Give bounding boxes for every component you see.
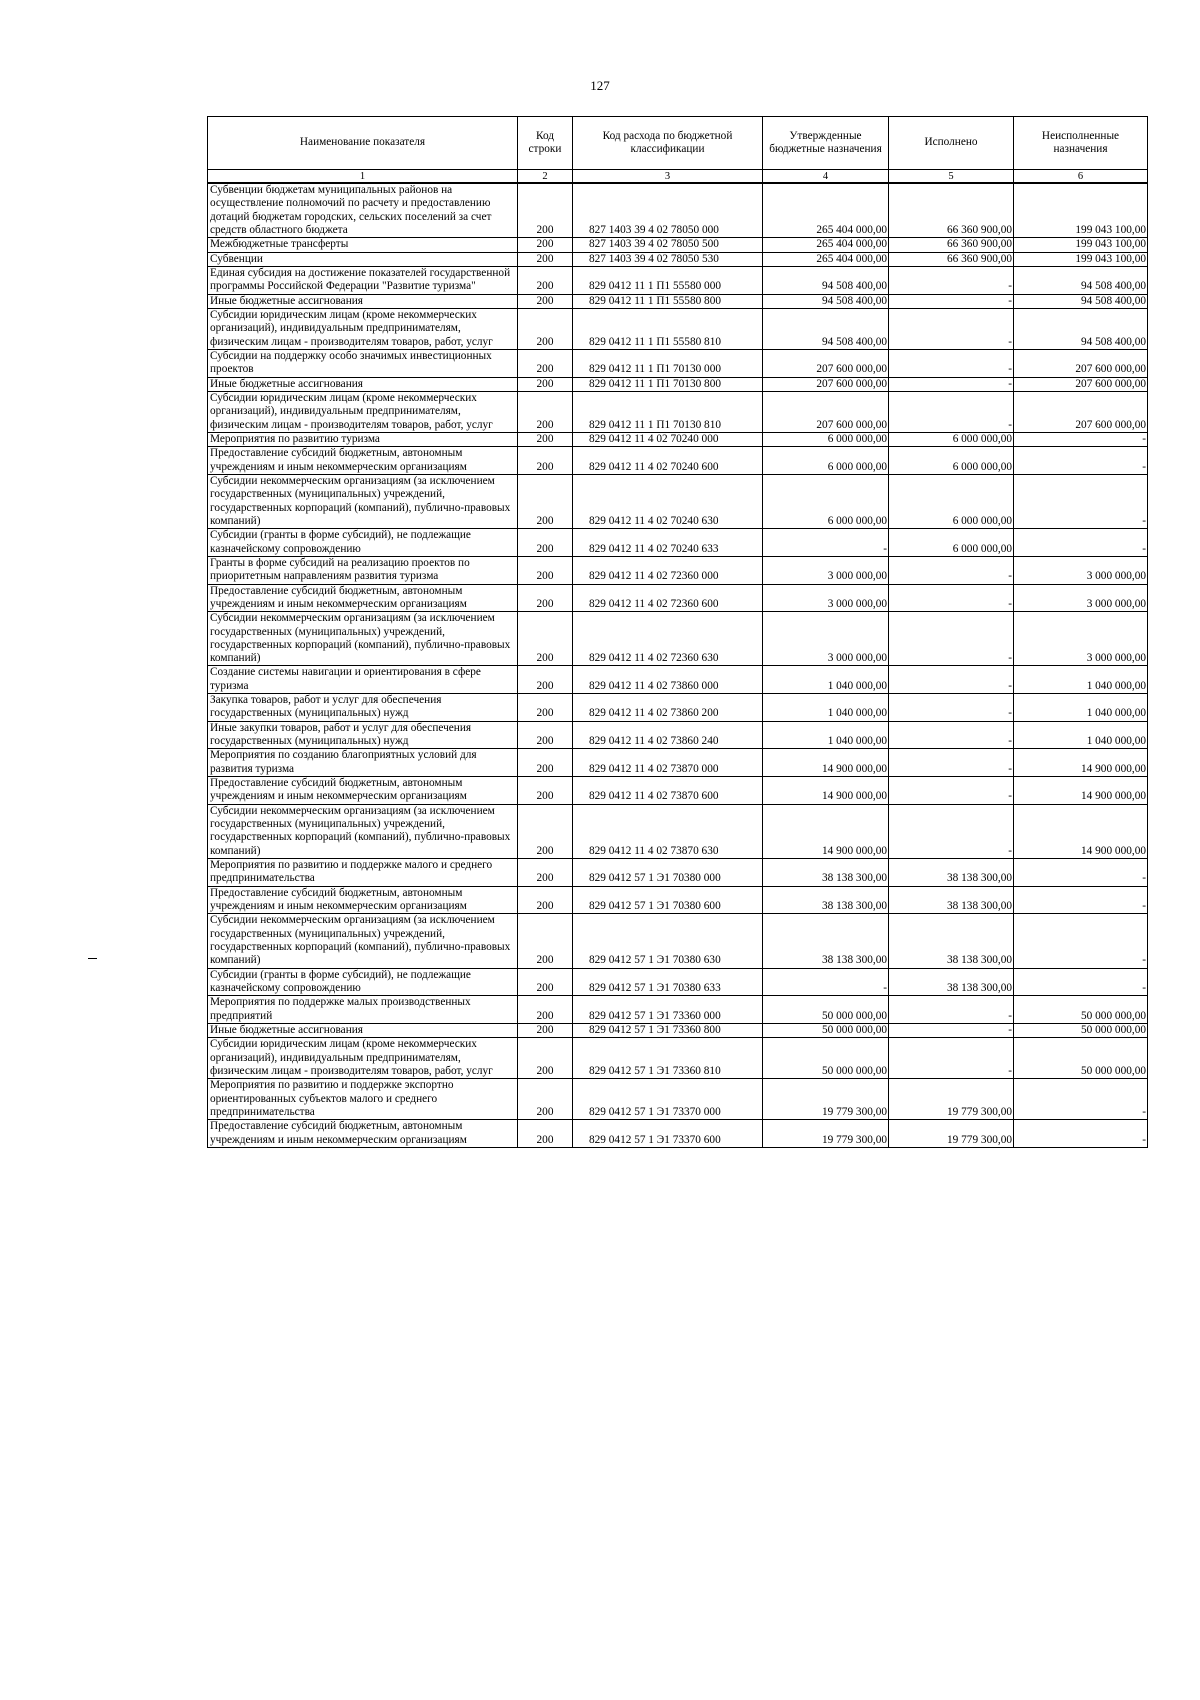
budget-code-cell: 829 0412 11 4 02 70240 600 (573, 447, 763, 475)
approved-cell: 3 000 000,00 (763, 556, 889, 584)
approved-cell: - (763, 968, 889, 996)
header-executed: Исполнено (889, 117, 1014, 170)
budget-code-cell: 829 0412 57 1 Э1 73370 000 (573, 1079, 763, 1120)
unexecuted-cell: 1 040 000,00 (1014, 721, 1148, 749)
budget-code-cell: 829 0412 11 4 02 70240 000 (573, 432, 763, 446)
approved-cell: 94 508 400,00 (763, 308, 889, 349)
executed-cell: - (889, 377, 1014, 391)
header-approved-appropriations: Утвержденные бюджетные назначения (763, 117, 889, 170)
line-code-cell: 200 (518, 294, 573, 308)
budget-code-cell: 829 0412 11 4 02 73870 630 (573, 804, 763, 858)
approved-cell: 50 000 000,00 (763, 996, 889, 1024)
column-number: 2 (518, 170, 573, 184)
approved-cell: 6 000 000,00 (763, 474, 889, 528)
column-number: 4 (763, 170, 889, 184)
budget-code-cell: 829 0412 11 4 02 73860 200 (573, 694, 763, 722)
line-code-cell: 200 (518, 777, 573, 805)
executed-cell: - (889, 721, 1014, 749)
header-unexecuted-appropriations: Неисполненные назначения (1014, 117, 1148, 170)
indicator-name-cell: Мероприятия по созданию благоприятных условий для развития туризма (208, 749, 518, 777)
unexecuted-cell: - (1014, 474, 1148, 528)
line-code-cell: 200 (518, 1079, 573, 1120)
budget-code-cell: 829 0412 11 4 02 73860 000 (573, 666, 763, 694)
line-code-cell: 200 (518, 447, 573, 475)
executed-cell: - (889, 266, 1014, 294)
unexecuted-cell: 199 043 100,00 (1014, 238, 1148, 252)
line-code-cell: 200 (518, 556, 573, 584)
executed-cell: - (889, 996, 1014, 1024)
indicator-name-cell: Субсидии некоммерческим организациям (за исключением государственных (муниципальных) учреждений, государственных корпораций (компаний), публично-правовых компаний) (208, 914, 518, 968)
unexecuted-cell: - (1014, 529, 1148, 557)
line-code-cell: 200 (518, 749, 573, 777)
budget-code-cell: 829 0412 11 1 П1 70130 800 (573, 377, 763, 391)
indicator-name-cell: Мероприятия по развитию туризма (208, 432, 518, 446)
unexecuted-cell: 3 000 000,00 (1014, 612, 1148, 666)
line-code-cell: 200 (518, 252, 573, 266)
budget-code-cell: 829 0412 11 4 02 70240 633 (573, 529, 763, 557)
approved-cell: 14 900 000,00 (763, 804, 889, 858)
unexecuted-cell: 14 900 000,00 (1014, 777, 1148, 805)
indicator-name-cell: Создание системы навигации и ориентирования в сфере туризма (208, 666, 518, 694)
budget-code-cell: 829 0412 11 1 П1 70130 000 (573, 349, 763, 377)
unexecuted-cell: 199 043 100,00 (1014, 252, 1148, 266)
line-code-cell: 200 (518, 183, 573, 238)
unexecuted-cell: 14 900 000,00 (1014, 804, 1148, 858)
line-code-cell: 200 (518, 391, 573, 432)
budget-code-cell: 827 1403 39 4 02 78050 530 (573, 252, 763, 266)
indicator-name-cell: Предоставление субсидий бюджетным, автономным учреждениям и иным некоммерческим организациям (208, 886, 518, 914)
column-number: 6 (1014, 170, 1148, 184)
table-row (208, 968, 1148, 996)
executed-cell: - (889, 612, 1014, 666)
indicator-name-cell: Субсидии на поддержку особо значимых инвестиционных проектов (208, 349, 518, 377)
indicator-name-cell: Субсидии юридическим лицам (кроме некоммерческих организаций), индивидуальным предпринимателям, физическим лицам - производителям товаров, работ, услуг (208, 308, 518, 349)
budget-code-cell: 829 0412 57 1 Э1 70380 600 (573, 886, 763, 914)
table-row (208, 1120, 1148, 1148)
line-code-cell: 200 (518, 804, 573, 858)
table-row (208, 749, 1148, 777)
approved-cell: 50 000 000,00 (763, 1038, 889, 1079)
table-row (208, 447, 1148, 475)
indicator-name-cell: Субсидии некоммерческим организациям (за исключением государственных (муниципальных) учреждений, государственных корпораций (компаний), публично-правовых компаний) (208, 612, 518, 666)
unexecuted-cell: 1 040 000,00 (1014, 694, 1148, 722)
page-number: 127 (590, 78, 610, 93)
table-row (208, 1038, 1148, 1079)
column-number: 5 (889, 170, 1014, 184)
table-row (208, 308, 1148, 349)
executed-cell: 38 138 300,00 (889, 968, 1014, 996)
indicator-name-cell: Предоставление субсидий бюджетным, автономным учреждениям и иным некоммерческим организациям (208, 447, 518, 475)
header-line-code: Код строки (518, 117, 573, 170)
budget-code-cell: 829 0412 11 4 02 73870 000 (573, 749, 763, 777)
table-row (208, 666, 1148, 694)
approved-cell: 19 779 300,00 (763, 1079, 889, 1120)
table-row (208, 432, 1148, 446)
approved-cell: 94 508 400,00 (763, 266, 889, 294)
table-row (208, 556, 1148, 584)
line-code-cell: 200 (518, 529, 573, 557)
unexecuted-cell: 207 600 000,00 (1014, 377, 1148, 391)
unexecuted-cell: 50 000 000,00 (1014, 996, 1148, 1024)
header-number-row (208, 170, 1148, 184)
table-row (208, 377, 1148, 391)
table-row (208, 1024, 1148, 1038)
budget-code-cell: 829 0412 11 4 02 72360 000 (573, 556, 763, 584)
table-row (208, 294, 1148, 308)
unexecuted-cell: 3 000 000,00 (1014, 556, 1148, 584)
unexecuted-cell: - (1014, 914, 1148, 968)
line-code-cell: 200 (518, 349, 573, 377)
executed-cell: - (889, 777, 1014, 805)
indicator-name-cell: Единая субсидия на достижение показателей государственной программы Российской Федерации "Развитие туризма" (208, 266, 518, 294)
executed-cell: 19 779 300,00 (889, 1120, 1014, 1148)
indicator-name-cell: Субсидии некоммерческим организациям (за исключением государственных (муниципальных) учреждений, государственных корпораций (компаний), публично-правовых компаний) (208, 804, 518, 858)
budget-code-cell: 829 0412 57 1 Э1 70380 633 (573, 968, 763, 996)
indicator-name-cell: Предоставление субсидий бюджетным, автономным учреждениям и иным некоммерческим организациям (208, 1120, 518, 1148)
margin-mark (88, 958, 97, 959)
budget-code-cell: 829 0412 57 1 Э1 73360 800 (573, 1024, 763, 1038)
unexecuted-cell: 50 000 000,00 (1014, 1024, 1148, 1038)
unexecuted-cell: 199 043 100,00 (1014, 183, 1148, 238)
line-code-cell: 200 (518, 694, 573, 722)
table-row (208, 777, 1148, 805)
table-row (208, 1079, 1148, 1120)
indicator-name-cell: Мероприятия по развитию и поддержке малого и среднего предпринимательства (208, 859, 518, 887)
indicator-name-cell: Предоставление субсидий бюджетным, автономным учреждениям и иным некоммерческим организациям (208, 584, 518, 612)
budget-code-cell: 829 0412 11 1 П1 55580 000 (573, 266, 763, 294)
budget-code-cell: 829 0412 11 4 02 72360 600 (573, 584, 763, 612)
executed-cell: 6 000 000,00 (889, 529, 1014, 557)
table-row (208, 529, 1148, 557)
approved-cell: 265 404 000,00 (763, 252, 889, 266)
line-code-cell: 200 (518, 968, 573, 996)
indicator-name-cell: Гранты в форме субсидий на реализацию проектов по приоритетным направлениям развития туризма (208, 556, 518, 584)
unexecuted-cell: 14 900 000,00 (1014, 749, 1148, 777)
table-row (208, 474, 1148, 528)
line-code-cell: 200 (518, 914, 573, 968)
executed-cell: 6 000 000,00 (889, 447, 1014, 475)
approved-cell: 6 000 000,00 (763, 447, 889, 475)
unexecuted-cell: 207 600 000,00 (1014, 349, 1148, 377)
indicator-name-cell: Иные бюджетные ассигнования (208, 1024, 518, 1038)
unexecuted-cell: - (1014, 447, 1148, 475)
indicator-name-cell: Субсидии некоммерческим организациям (за исключением государственных (муниципальных) учреждений, государственных корпораций (компаний), публично-правовых компаний) (208, 474, 518, 528)
line-code-cell: 200 (518, 721, 573, 749)
executed-cell: 38 138 300,00 (889, 859, 1014, 887)
table-row (208, 266, 1148, 294)
executed-cell: - (889, 804, 1014, 858)
approved-cell: 6 000 000,00 (763, 432, 889, 446)
line-code-cell: 200 (518, 584, 573, 612)
table-row (208, 584, 1148, 612)
indicator-name-cell: Мероприятия по развитию и поддержке экспортно ориентированных субъектов малого и среднего предпринимательства (208, 1079, 518, 1120)
budget-code-cell: 829 0412 57 1 Э1 73360 000 (573, 996, 763, 1024)
executed-cell: - (889, 556, 1014, 584)
unexecuted-cell: - (1014, 886, 1148, 914)
budget-code-cell: 829 0412 57 1 Э1 70380 630 (573, 914, 763, 968)
unexecuted-cell: 94 508 400,00 (1014, 266, 1148, 294)
unexecuted-cell: - (1014, 432, 1148, 446)
indicator-name-cell: Иные бюджетные ассигнования (208, 377, 518, 391)
line-code-cell: 200 (518, 859, 573, 887)
approved-cell: 94 508 400,00 (763, 294, 889, 308)
budget-code-cell: 827 1403 39 4 02 78050 000 (573, 183, 763, 238)
line-code-cell: 200 (518, 432, 573, 446)
line-code-cell: 200 (518, 886, 573, 914)
table-row (208, 391, 1148, 432)
approved-cell: 14 900 000,00 (763, 777, 889, 805)
executed-cell: 38 138 300,00 (889, 886, 1014, 914)
table-row (208, 721, 1148, 749)
column-number: 1 (208, 170, 518, 184)
budget-code-cell: 829 0412 11 4 02 73860 240 (573, 721, 763, 749)
unexecuted-cell: - (1014, 1120, 1148, 1148)
approved-cell: 3 000 000,00 (763, 584, 889, 612)
executed-cell: - (889, 349, 1014, 377)
approved-cell: 38 138 300,00 (763, 914, 889, 968)
approved-cell: 19 779 300,00 (763, 1120, 889, 1148)
indicator-name-cell: Иные закупки товаров, работ и услуг для обеспечения государственных (муниципальных) нужд (208, 721, 518, 749)
executed-cell: 19 779 300,00 (889, 1079, 1014, 1120)
line-code-cell: 200 (518, 996, 573, 1024)
column-number: 3 (573, 170, 763, 184)
table-row (208, 996, 1148, 1024)
unexecuted-cell: 207 600 000,00 (1014, 391, 1148, 432)
approved-cell: 265 404 000,00 (763, 183, 889, 238)
approved-cell: 38 138 300,00 (763, 859, 889, 887)
table-row (208, 252, 1148, 266)
indicator-name-cell: Закупка товаров, работ и услуг для обеспечения государственных (муниципальных) нужд (208, 694, 518, 722)
table-row (208, 349, 1148, 377)
approved-cell: 3 000 000,00 (763, 612, 889, 666)
executed-cell: 66 360 900,00 (889, 238, 1014, 252)
unexecuted-cell: 1 040 000,00 (1014, 666, 1148, 694)
table-row (208, 183, 1148, 238)
unexecuted-cell: 50 000 000,00 (1014, 1038, 1148, 1079)
line-code-cell: 200 (518, 238, 573, 252)
indicator-name-cell: Предоставление субсидий бюджетным, автономным учреждениям и иным некоммерческим организациям (208, 777, 518, 805)
indicator-name-cell: Субсидии юридическим лицам (кроме некоммерческих организаций), индивидуальным предпринимателям, физическим лицам - производителям товаров, работ, услуг (208, 391, 518, 432)
indicator-name-cell: Иные бюджетные ассигнования (208, 294, 518, 308)
header-budget-classification-code: Код расхода по бюджетной классификации (573, 117, 763, 170)
budget-code-cell: 829 0412 57 1 Э1 73370 600 (573, 1120, 763, 1148)
table-row (208, 886, 1148, 914)
budget-code-cell: 829 0412 11 4 02 72360 630 (573, 612, 763, 666)
table-row (208, 804, 1148, 858)
executed-cell: - (889, 1038, 1014, 1079)
unexecuted-cell: - (1014, 859, 1148, 887)
executed-cell: - (889, 294, 1014, 308)
approved-cell: 1 040 000,00 (763, 721, 889, 749)
approved-cell: 265 404 000,00 (763, 238, 889, 252)
executed-cell: - (889, 584, 1014, 612)
executed-cell: - (889, 749, 1014, 777)
unexecuted-cell: 94 508 400,00 (1014, 294, 1148, 308)
line-code-cell: 200 (518, 666, 573, 694)
table-row (208, 859, 1148, 887)
line-code-cell: 200 (518, 612, 573, 666)
table-row (208, 612, 1148, 666)
budget-code-cell: 829 0412 11 1 П1 55580 810 (573, 308, 763, 349)
indicator-name-cell: Межбюджетные трансферты (208, 238, 518, 252)
indicator-name-cell: Мероприятия по поддержке малых производственных предприятий (208, 996, 518, 1024)
executed-cell: 66 360 900,00 (889, 183, 1014, 238)
budget-code-cell: 829 0412 11 4 02 73870 600 (573, 777, 763, 805)
budget-code-cell: 827 1403 39 4 02 78050 500 (573, 238, 763, 252)
line-code-cell: 200 (518, 1120, 573, 1148)
table-row (208, 238, 1148, 252)
budget-code-cell: 829 0412 11 4 02 70240 630 (573, 474, 763, 528)
executed-cell: 38 138 300,00 (889, 914, 1014, 968)
budget-code-cell: 829 0412 57 1 Э1 70380 000 (573, 859, 763, 887)
approved-cell: 207 600 000,00 (763, 377, 889, 391)
indicator-name-cell: Субсидии юридическим лицам (кроме некоммерческих организаций), индивидуальным предпринимателям, физическим лицам - производителям товаров, работ, услуг (208, 1038, 518, 1079)
approved-cell: 1 040 000,00 (763, 666, 889, 694)
executed-cell: - (889, 308, 1014, 349)
indicator-name-cell: Субсидии (гранты в форме субсидий), не подлежащие казначейскому сопровождению (208, 529, 518, 557)
approved-cell: - (763, 529, 889, 557)
approved-cell: 50 000 000,00 (763, 1024, 889, 1038)
indicator-name-cell: Субвенции бюджетам муниципальных районов на осуществление полномочий по расчету и предоставлению дотаций бюджетам городских, сельских поселений за счет средств областного бюджета (208, 183, 518, 238)
executed-cell: 6 000 000,00 (889, 474, 1014, 528)
line-code-cell: 200 (518, 308, 573, 349)
line-code-cell: 200 (518, 474, 573, 528)
executed-cell: 66 360 900,00 (889, 252, 1014, 266)
budget-execution-table (207, 116, 1148, 1148)
table-row (208, 914, 1148, 968)
unexecuted-cell: 94 508 400,00 (1014, 308, 1148, 349)
unexecuted-cell: - (1014, 968, 1148, 996)
table-row (208, 694, 1148, 722)
header-row (208, 117, 1148, 170)
header-indicator-name: Наименование показателя (208, 117, 518, 170)
unexecuted-cell: 3 000 000,00 (1014, 584, 1148, 612)
budget-code-cell: 829 0412 57 1 Э1 73360 810 (573, 1038, 763, 1079)
executed-cell: - (889, 666, 1014, 694)
executed-cell: - (889, 391, 1014, 432)
line-code-cell: 200 (518, 1024, 573, 1038)
budget-code-cell: 829 0412 11 1 П1 70130 810 (573, 391, 763, 432)
line-code-cell: 200 (518, 1038, 573, 1079)
approved-cell: 1 040 000,00 (763, 694, 889, 722)
table-body (208, 183, 1148, 1147)
approved-cell: 14 900 000,00 (763, 749, 889, 777)
line-code-cell: 200 (518, 377, 573, 391)
approved-cell: 207 600 000,00 (763, 391, 889, 432)
indicator-name-cell: Субвенции (208, 252, 518, 266)
approved-cell: 38 138 300,00 (763, 886, 889, 914)
indicator-name-cell: Субсидии (гранты в форме субсидий), не подлежащие казначейскому сопровождению (208, 968, 518, 996)
executed-cell: - (889, 694, 1014, 722)
line-code-cell: 200 (518, 266, 573, 294)
approved-cell: 207 600 000,00 (763, 349, 889, 377)
budget-code-cell: 829 0412 11 1 П1 55580 800 (573, 294, 763, 308)
executed-cell: 6 000 000,00 (889, 432, 1014, 446)
executed-cell: - (889, 1024, 1014, 1038)
unexecuted-cell: - (1014, 1079, 1148, 1120)
